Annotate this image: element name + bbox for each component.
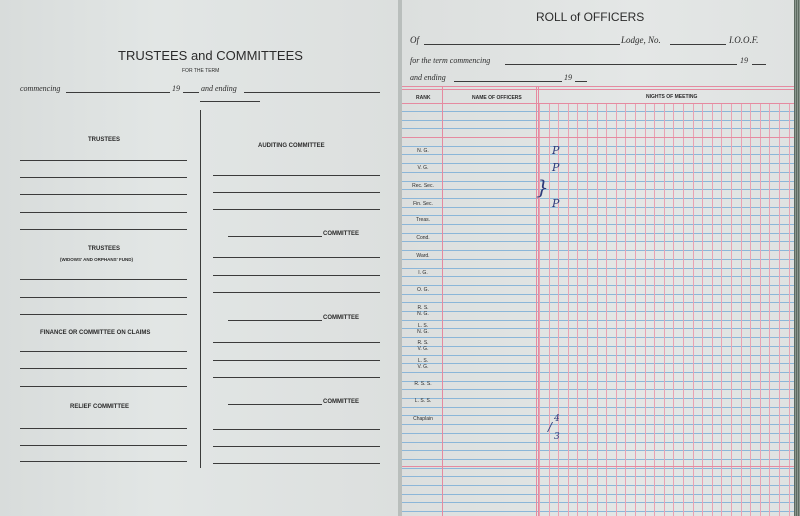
night-column-line — [548, 104, 553, 516]
relief-heading: RELIEF COMMITTEE — [70, 404, 129, 410]
left-page — [0, 0, 398, 516]
rank-label: O. G. — [417, 287, 429, 293]
committee3-label: COMMITTEE — [323, 399, 359, 405]
ioof-label: I.O.O.F. — [729, 35, 759, 45]
night-column-line — [721, 104, 722, 516]
finance-line-1[interactable] — [20, 351, 187, 352]
for-the-term-label: FOR THE TERM — [182, 68, 220, 74]
committee3-line-1[interactable] — [213, 429, 380, 430]
night-column-line — [577, 104, 578, 516]
trustees-heading: TRUSTEES — [88, 137, 121, 143]
night-column-line — [750, 104, 751, 516]
ruled-line — [402, 233, 794, 234]
handwritten-slash: / — [548, 420, 553, 434]
committee3-name-line[interactable] — [228, 404, 322, 405]
ruled-line — [402, 215, 794, 216]
ruled-line — [402, 502, 794, 503]
header-rule-top — [402, 86, 794, 87]
year1-line[interactable] — [752, 64, 766, 65]
night-column-line — [616, 104, 617, 516]
committee1-name-line[interactable] — [228, 236, 322, 237]
committee2-line-1[interactable] — [213, 342, 380, 343]
nights-column-header: NIGHTS OF MEETING — [646, 94, 698, 100]
night-column-line — [645, 104, 646, 516]
night-column-line — [606, 104, 607, 516]
page-edges — [794, 0, 800, 516]
lodge-name-line[interactable] — [424, 44, 620, 45]
ruled-line — [402, 172, 794, 173]
ruled-line — [402, 476, 794, 477]
ruled-line — [402, 494, 794, 495]
ruled-line — [402, 459, 794, 460]
committee1-line-1[interactable] — [213, 257, 380, 258]
rank-column-header: RANK — [416, 95, 431, 101]
rank-label: Treas. — [416, 217, 430, 223]
ruled-line — [402, 398, 794, 399]
ruled-line — [402, 424, 794, 425]
finance-heading: FINANCE OR COMMITTEE ON CLAIMS — [40, 330, 151, 336]
ruled-line — [402, 511, 794, 512]
night-column-line — [664, 104, 665, 516]
commencing-line[interactable] — [66, 92, 170, 93]
ruled-line — [402, 337, 794, 338]
relief-line-2[interactable] — [20, 445, 187, 446]
rank-label: Cond. — [416, 235, 430, 241]
ruled-line — [402, 372, 794, 373]
ruled-line — [402, 207, 794, 208]
rank-label: L. S. V. G. — [417, 358, 429, 370]
night-column-line — [779, 104, 780, 516]
finance-line-3[interactable] — [20, 386, 187, 387]
center-divider — [200, 110, 201, 468]
ruled-line — [402, 294, 794, 295]
committee1-line-3[interactable] — [213, 292, 380, 293]
night-column-line — [625, 104, 626, 516]
trustees-wof-heading: TRUSTEES — [88, 246, 121, 252]
committee1-label: COMMITTEE — [323, 231, 359, 237]
section-rule — [402, 137, 794, 138]
trustees-committees-title: TRUSTEES and COMMITTEES — [118, 48, 303, 63]
year2-line[interactable] — [575, 81, 587, 82]
header-rule-top-2 — [402, 89, 794, 90]
ruled-line — [402, 407, 794, 408]
ruled-line — [402, 198, 794, 199]
committee1-line-2[interactable] — [213, 275, 380, 276]
rank-label: Ward. — [416, 253, 430, 259]
ruled-line — [402, 381, 794, 382]
ruled-line — [402, 363, 794, 364]
name-divider-2 — [538, 86, 539, 516]
night-column-line — [731, 104, 732, 516]
night-column-line — [654, 104, 655, 516]
committee2-line-3[interactable] — [213, 377, 380, 378]
night-column-line — [673, 104, 674, 516]
trustees-wof-sub: (WIDOWS' AND ORPHANS' FUND) — [60, 257, 133, 262]
relief-line-3[interactable] — [20, 461, 187, 462]
committee3-line-2[interactable] — [213, 446, 380, 447]
night-column-line — [712, 104, 713, 516]
auditing-line-3[interactable] — [213, 209, 380, 210]
ending-line-2[interactable] — [200, 101, 260, 102]
ruled-line — [402, 320, 794, 321]
ruled-line — [402, 241, 794, 242]
lodge-number-line[interactable] — [670, 44, 726, 45]
roll-of-officers-title: ROLL of OFFICERS — [536, 10, 645, 24]
handwritten-mark-3: P — [552, 197, 560, 210]
term-commencing-line[interactable] — [505, 64, 737, 65]
night-column-line — [693, 104, 694, 516]
handwritten-mark-4: 4 — [554, 414, 560, 424]
night-column-line — [587, 104, 588, 516]
lodge-no-label: Lodge, No. — [621, 35, 661, 45]
rank-label: N. G. — [417, 148, 429, 154]
wof-line-1[interactable] — [20, 279, 187, 280]
handwritten-mark-1: P — [552, 144, 560, 157]
trustee-line-5[interactable] — [20, 229, 187, 230]
wof-line-2[interactable] — [20, 297, 187, 298]
rank-label: V. G. — [417, 165, 429, 171]
handwritten-mark-2: P — [552, 161, 560, 174]
finance-line-2[interactable] — [20, 368, 187, 369]
ruled-line — [402, 259, 794, 260]
commencing-label: commencing — [20, 84, 61, 93]
ruled-line — [402, 268, 794, 269]
ruled-line — [402, 111, 794, 112]
ruled-line — [402, 128, 794, 129]
ruled-line — [402, 442, 794, 443]
ruled-line — [402, 433, 794, 434]
committee2-line-2[interactable] — [213, 360, 380, 361]
trustee-line-4[interactable] — [20, 212, 187, 213]
rank-label: Fin. Sec. — [413, 201, 433, 207]
and-ending-label: and ending — [410, 73, 446, 82]
rank-label: R. S. N. G. — [417, 305, 429, 317]
rank-label: Rec. Sec. — [412, 183, 434, 189]
rank-label: L. S. S. — [414, 398, 432, 404]
and-ending-label: and ending — [201, 84, 237, 93]
ruled-line — [402, 189, 794, 190]
committee2-label: COMMITTEE — [323, 315, 359, 321]
ending-line[interactable] — [454, 81, 562, 82]
trustee-line-1[interactable] — [20, 160, 187, 161]
ruled-line — [402, 285, 794, 286]
ruled-line — [402, 389, 794, 390]
auditing-heading: AUDITING COMMITTEE — [258, 143, 325, 149]
ruled-line — [402, 163, 794, 164]
year-line[interactable] — [183, 92, 199, 93]
night-column-line — [597, 104, 598, 516]
ruled-line — [402, 224, 794, 225]
trustee-line-2[interactable] — [20, 177, 187, 178]
year2-label: 19 — [564, 73, 572, 82]
right-page — [402, 0, 794, 516]
rank-label: Chaplain — [413, 416, 433, 422]
night-column-line — [635, 104, 636, 516]
wof-line-3[interactable] — [20, 314, 187, 315]
name-column-header: NAME OF OFFICERS — [472, 95, 522, 101]
name-divider — [536, 86, 537, 516]
ruled-line — [402, 146, 794, 147]
ruled-line — [402, 485, 794, 486]
ruled-line — [402, 450, 794, 451]
header-rule-bottom — [402, 103, 794, 104]
year-label: 19 — [172, 84, 180, 93]
ruled-line — [402, 355, 794, 356]
ruled-line — [402, 415, 794, 416]
night-column-line — [789, 104, 790, 516]
night-column-line — [539, 104, 540, 516]
night-column-line — [760, 104, 761, 516]
committee2-name-line[interactable] — [228, 320, 322, 321]
rank-label: I. G. — [418, 270, 428, 276]
ending-line[interactable] — [244, 92, 380, 93]
ruled-line — [402, 154, 794, 155]
ruled-line — [402, 250, 794, 251]
night-column-line — [568, 104, 569, 516]
ruled-line — [402, 302, 794, 303]
rank-label: R. S. V. G. — [417, 340, 429, 352]
ruled-line — [402, 468, 794, 469]
rank-label: R. S. S. — [414, 381, 432, 387]
handwritten-bracket: } — [536, 175, 549, 199]
year1-label: 19 — [740, 56, 748, 65]
auditing-line-2[interactable] — [213, 192, 380, 193]
ruled-line — [402, 181, 794, 182]
trustee-line-3[interactable] — [20, 194, 187, 195]
of-label: Of — [410, 35, 419, 45]
ruled-line — [402, 346, 794, 347]
night-column-line — [702, 104, 703, 516]
handwritten-mark-5: 3 — [554, 432, 560, 442]
ruled-line — [402, 276, 794, 277]
night-column-line — [769, 104, 770, 516]
rank-label: L. S. N. G. — [417, 323, 429, 335]
term-commencing-label: for the term commencing — [410, 56, 491, 65]
night-column-line — [683, 104, 684, 516]
committee3-line-3[interactable] — [213, 463, 380, 464]
ruled-line — [402, 328, 794, 329]
ruled-line — [402, 311, 794, 312]
relief-line-1[interactable] — [20, 428, 187, 429]
auditing-line-1[interactable] — [213, 175, 380, 176]
section-rule — [402, 466, 794, 467]
night-column-line — [741, 104, 742, 516]
ruled-line — [402, 120, 794, 121]
